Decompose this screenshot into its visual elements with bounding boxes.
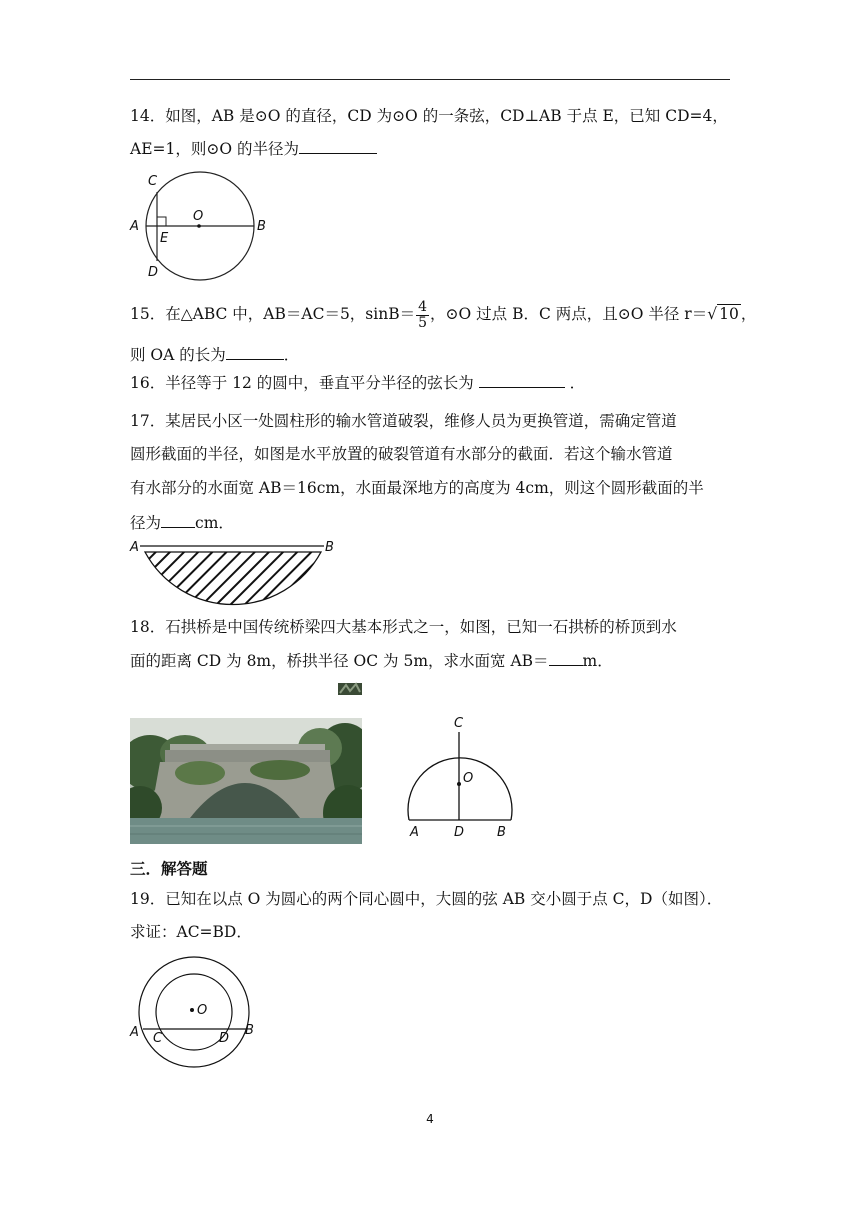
- q14-label-o: O: [193, 209, 204, 224]
- q19-line2: 求证：AC=BD．: [130, 923, 252, 941]
- q14-label-d: D: [148, 265, 159, 280]
- q15-period: ．: [283, 346, 300, 364]
- q17-pipe-figure: [128, 536, 348, 608]
- q18-unit: m．: [582, 652, 613, 670]
- q18-arch-figure: [400, 712, 530, 840]
- page-number: 4: [426, 1112, 434, 1126]
- q14-label-b: B: [257, 219, 266, 234]
- q14-circle-figure: [128, 168, 278, 284]
- q17-line4: [130, 512, 234, 533]
- q18-label-a: A: [410, 825, 419, 840]
- q14-label-c: C: [148, 174, 158, 189]
- q18-line2: [130, 650, 613, 671]
- q14-answer-blank[interactable]: [299, 138, 377, 154]
- q15-frac-den: 5: [418, 314, 428, 331]
- q18-text: 面的距离 CD 为 8m，桥拱半径 OC 为 5m，求水面宽 AB＝: [130, 652, 549, 670]
- q15-fraction: [416, 300, 429, 331]
- q17-line1: 17．某居民小区一处圆柱形的输水管道破裂，维修人员为更换管道，需确定管道: [130, 412, 677, 430]
- q17-line2: 圆形截面的半径，如图是水平放置的破裂管道有水部分的截面．若这个输水管道: [130, 445, 673, 463]
- header-rule: [130, 79, 730, 80]
- q18-line1: 18．石拱桥是中国传统桥梁四大基本形式之一，如图，已知一石拱桥的桥顶到水: [130, 618, 677, 636]
- q18-label-b: B: [497, 825, 506, 840]
- q14-text: AE=1，则⊙O 的半径为: [130, 140, 299, 158]
- q18-center-dot: [457, 782, 461, 786]
- q15-answer-blank[interactable]: [226, 344, 284, 360]
- q17-text: 径为: [130, 514, 162, 532]
- section-three-title: 三．解答题: [130, 860, 208, 878]
- q19-center-dot: [190, 1008, 194, 1012]
- q19-label-a: A: [130, 1025, 139, 1040]
- q16-answer-blank[interactable]: [479, 372, 565, 388]
- q15-frac-num: 4: [418, 298, 428, 315]
- q15-sqrt: √ 10: [707, 305, 739, 323]
- q15-text-end: ，: [740, 305, 757, 323]
- q19-label-c: C: [153, 1031, 163, 1046]
- q16-period: ．: [564, 374, 586, 392]
- q19-label-d: D: [219, 1031, 230, 1046]
- bridge-photo: [338, 683, 364, 697]
- q17-unit: cm．: [195, 514, 234, 532]
- q17-label-a: A: [130, 540, 139, 555]
- q15-text-start: 15．在△ABC 中，AB＝AC＝5，sinB＝: [130, 305, 416, 323]
- q14-label-a: A: [130, 219, 139, 234]
- q17-answer-blank[interactable]: [161, 512, 195, 528]
- q17-water-segment: [145, 552, 321, 605]
- q15-line1: [130, 299, 756, 331]
- q15-text-mid: ，⊙O 过点 B．C 两点，且⊙O 半径 r＝: [430, 305, 708, 323]
- q17-label-b: B: [325, 540, 334, 555]
- q14-line2: [130, 138, 377, 159]
- q14-center-dot: [197, 224, 201, 228]
- q14-right-angle-mark: [157, 217, 166, 226]
- stone-bridge-photo: [130, 718, 362, 844]
- q16-line: [130, 372, 585, 393]
- q14-label-e: E: [160, 231, 169, 246]
- q15-sqrt-radicand: 10: [719, 305, 739, 323]
- q14-line1: 14．如图，AB 是⊙O 的直径，CD 为⊙O 的一条弦，CD⊥AB 于点 E，已知 CD=4，: [130, 107, 728, 125]
- q18-label-o: O: [463, 771, 474, 786]
- q19-concentric-figure: [128, 956, 268, 1076]
- q18-label-c: C: [454, 716, 464, 731]
- q18-answer-blank[interactable]: [549, 650, 583, 666]
- q18-arch: [408, 758, 512, 820]
- q15-text-line2: 则 OA 的长为: [130, 346, 226, 364]
- q16-text: 16．半径等于 12 的圆中，垂直平分半径的弦长为: [130, 374, 479, 392]
- q15-line2: [130, 344, 299, 365]
- q18-label-d: D: [454, 825, 465, 840]
- q19-line1: 19．已知在以点 O 为圆心的两个同心圆中，大圆的弦 AB 交小圆于点 C，D（如图）．: [130, 890, 723, 908]
- q19-label-o: O: [197, 1003, 208, 1018]
- q19-label-b: B: [245, 1023, 254, 1038]
- q17-line3: 有水部分的水面宽 AB＝16cm，水面最深地方的高度为 4cm，则这个圆形截面的半: [130, 479, 704, 497]
